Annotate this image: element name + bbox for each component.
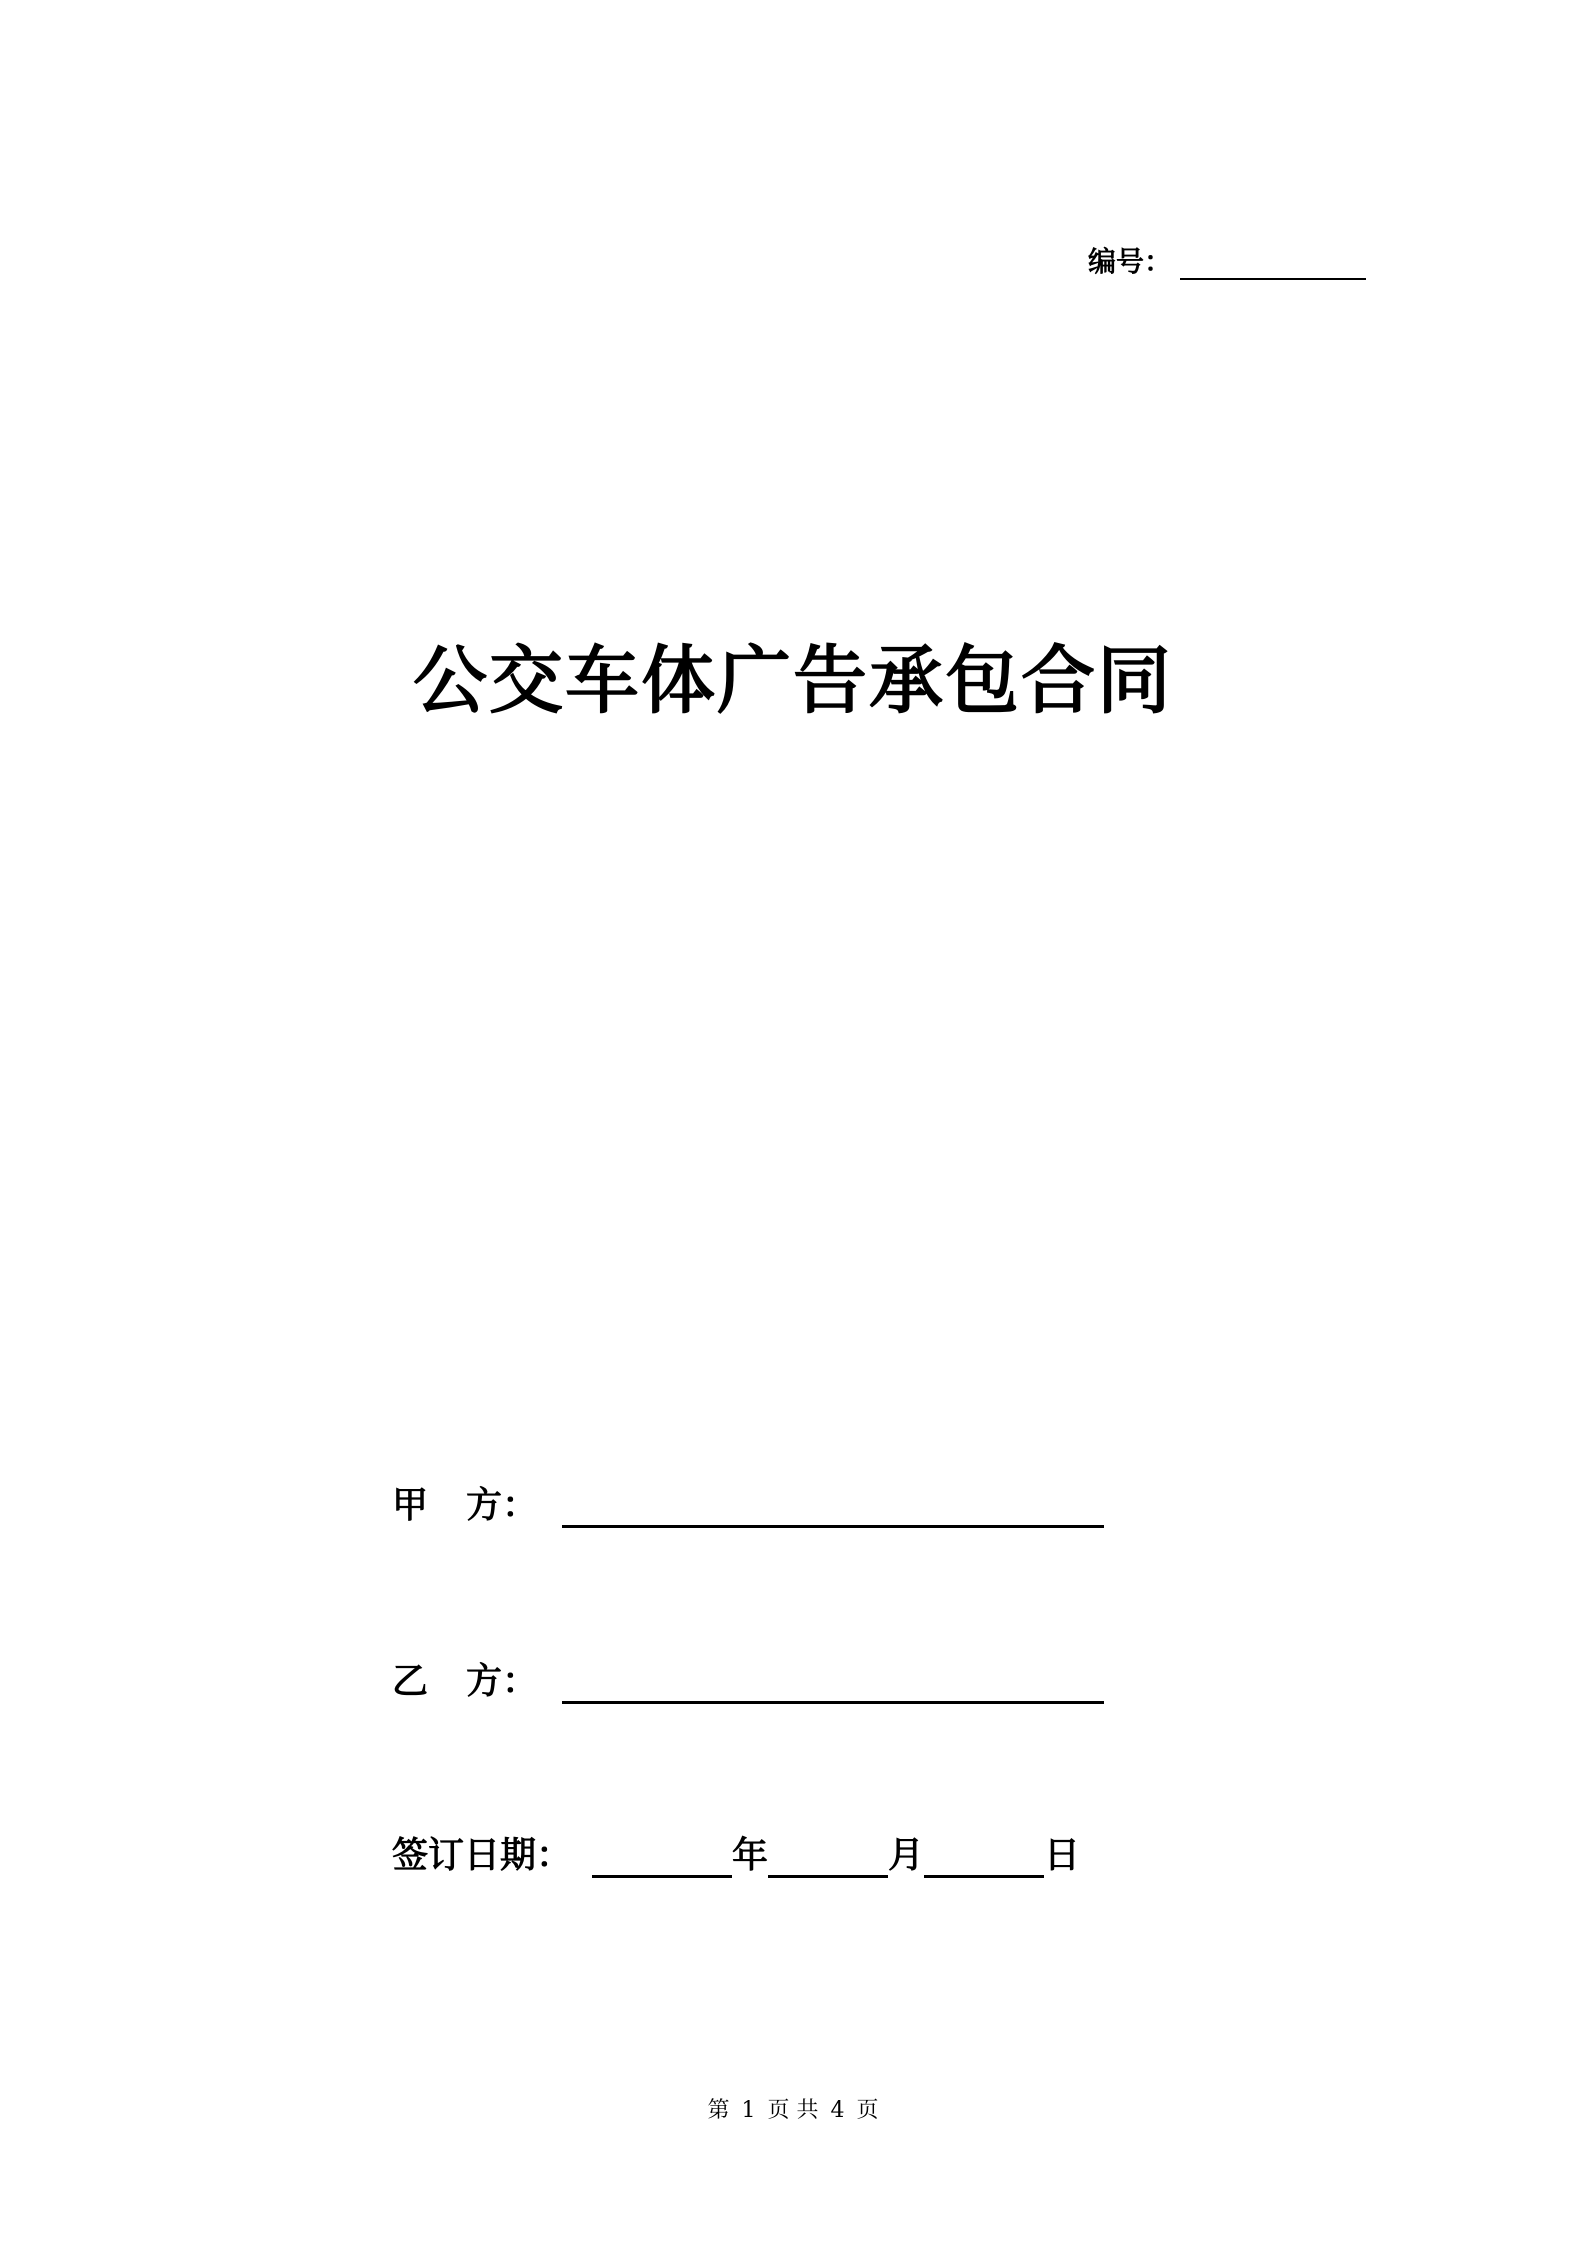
footer-page-prefix: 第 [707, 2098, 730, 2123]
party-b-blank [562, 1663, 1104, 1704]
contract-number-blank [1180, 248, 1366, 280]
contract-number-label: 编号： [1088, 245, 1173, 278]
party-a-blank [562, 1487, 1104, 1528]
party-a-label-char1: 甲 [392, 1485, 429, 1526]
signing-year-blank [592, 1837, 732, 1878]
party-b-row [392, 1660, 1104, 1704]
contract-number-field [1088, 244, 1366, 280]
party-b-label-char1: 乙 [392, 1661, 429, 1702]
footer-page-mid: 页 共 [767, 2098, 819, 2123]
footer-page-suffix: 页 [856, 2098, 879, 2123]
signing-date-row [392, 1834, 1080, 1878]
party-a-label-char2: 方： [466, 1485, 539, 1526]
party-a-label [392, 1484, 542, 1528]
signing-date-label: 签订日期： [392, 1835, 573, 1876]
document-title: 公交车体广告承包合同 [413, 638, 1173, 724]
signing-day-label: 日 [1044, 1835, 1081, 1876]
party-b-label [392, 1660, 542, 1704]
page-footer [0, 2096, 1586, 2126]
signing-year-label: 年 [732, 1835, 769, 1876]
signing-day-blank [924, 1837, 1044, 1878]
footer-page-total: 4 [830, 2098, 845, 2123]
footer-page-current: 1 [741, 2098, 756, 2123]
party-a-row [392, 1484, 1104, 1528]
signing-month-blank [768, 1837, 888, 1878]
signing-month-label: 月 [888, 1835, 925, 1876]
party-b-label-char2: 方： [466, 1661, 539, 1702]
